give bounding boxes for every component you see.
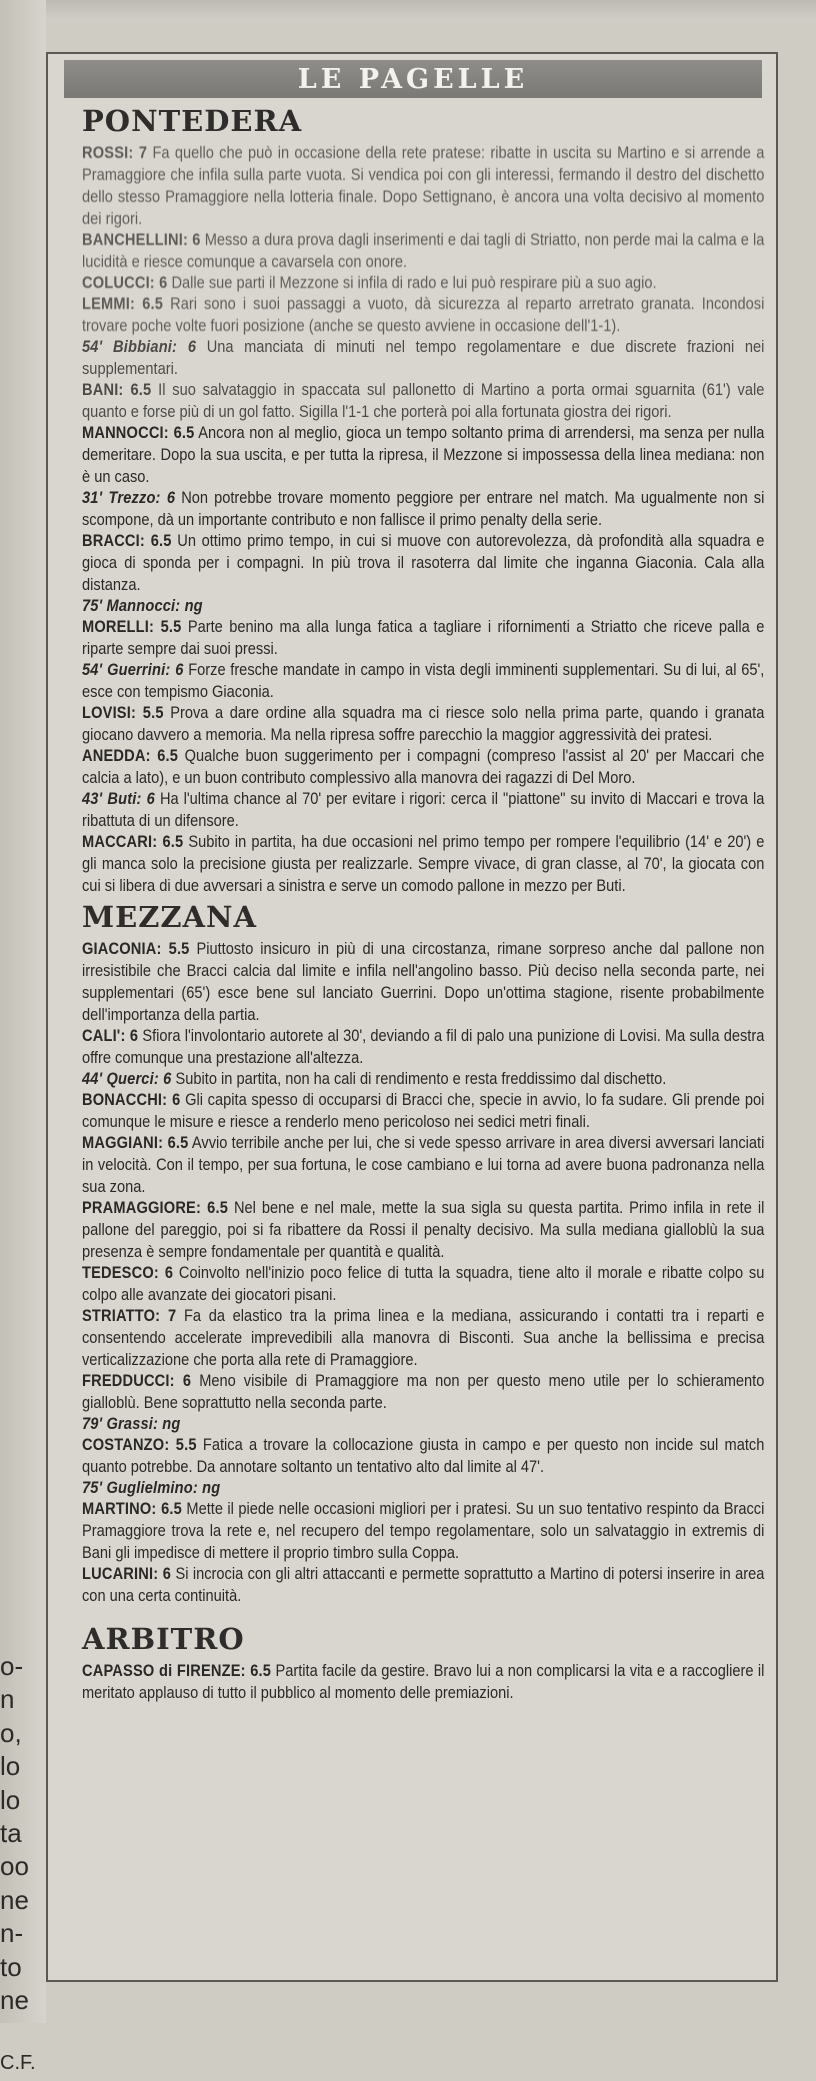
rating-comment: Sfiora l'involontario autorete al 30', deviando a fil di palo una punizione di Lovisi. Ma sulla destra offre comunque una prestazione all'altezza. <box>82 1026 765 1067</box>
rating-entry <box>82 1660 764 1704</box>
player-rating: BONACCHI: 6 <box>82 1090 181 1109</box>
rating-entry <box>82 293 764 337</box>
player-rating: STRIATTO: 7 <box>82 1306 177 1325</box>
rating-comment: Subito in partita, non ha cali di rendimento e resta freddissimo dal dischetto. <box>175 1069 667 1088</box>
player-rating: CALI': 6 <box>82 1026 139 1045</box>
fragment: o, <box>0 1717 22 1748</box>
section-title-arbitro: ARBITRO <box>82 1622 245 1656</box>
rating-comment: Non potrebbe trovare momento peggiore per entrare nel match. Ma ugualmente non si scompone, dà un importante contributo e non fallisce il primo penalty della serie. <box>82 488 765 529</box>
player-rating: 43' Buti: 6 <box>82 789 155 808</box>
player-rating: 54' Bibbiani: 6 <box>82 337 197 356</box>
player-rating: CAPASSO di FIRENZE: 6.5 <box>82 1661 272 1680</box>
rating-entry <box>82 142 764 230</box>
rating-entry <box>82 1025 764 1069</box>
rating-entry <box>82 530 764 596</box>
rating-entry <box>82 831 764 897</box>
player-rating: 31' Trezzo: 6 <box>82 488 176 507</box>
player-rating: BANI: 6.5 <box>82 380 152 399</box>
fragment: lo <box>0 1784 21 1815</box>
article-banner: LE PAGELLE <box>64 60 762 98</box>
fragment: n- <box>0 1918 24 1949</box>
player-rating: LUCARINI: 6 <box>82 1564 172 1583</box>
player-rating: TEDESCO: 6 <box>82 1263 174 1282</box>
referee-rating <box>82 1660 766 1704</box>
rating-comment: Fa quello che può in occasione della rete pratese: ribatte in uscita su Martino e si arrende a Pramaggiore che infila sulla parte vuota. Si vendica poi con gli interessi, fermando il destro del dischetto dello stesso Pramaggiore nella lotteria finale. Dopo Settignano, è ancora una volta decisivo al momento dei rigori. <box>82 143 765 228</box>
rating-entry <box>82 1498 764 1564</box>
rating-entry <box>82 1262 764 1306</box>
pontedera-ratings <box>82 142 766 897</box>
rating-comment: Un ottimo primo tempo, in cui si muove con autorevolezza, dà profondità alla squadra e gioca di sponda per i compagni. In più trova il rasoterra dal limite che inganna Giaconia. Cala alla distanza. <box>82 531 765 594</box>
player-rating: MACCARI: 6.5 <box>82 832 184 851</box>
rating-entry <box>82 229 764 273</box>
rating-entry <box>82 938 764 1026</box>
rating-entry <box>82 1305 764 1371</box>
rating-entry <box>82 1370 764 1414</box>
rating-entry <box>82 379 764 423</box>
rating-comment: Fa da elastico tra la prima linea e la mediana, assicurando i contatti tra i reparti e consentendo accelerate imprevedibili alla manovra di Bisconti. Sua anche la bellissima e precisa verticalizzazione che porta alla rete di Pramaggiore. <box>82 1306 765 1369</box>
rating-entry <box>82 595 764 617</box>
player-rating: GIACONIA: 5.5 <box>82 939 190 958</box>
rating-comment: Gli capita spesso di occuparsi di Bracci che, specie in avvio, lo fa sudare. Gli prende poi comunque le misure e riesce a renderlo meno pericoloso nei sedici metri finali. <box>82 1090 765 1131</box>
fragment: oo <box>0 1851 29 1882</box>
rating-comment: Il suo salvataggio in spaccata sul pallonetto di Martino a porta ormai sguarnita (61') vale quanto e forse più di un gol fatto. Sigilla l'1-1 che porterà poi alla fortunata giostra dei rigori. <box>82 380 765 421</box>
player-rating: ROSSI: 7 <box>82 143 148 162</box>
rating-entry <box>82 659 764 703</box>
rating-entry <box>82 1132 764 1198</box>
fragment: lo <box>0 1751 21 1782</box>
mezzana-ratings <box>82 938 766 1607</box>
fragment: ne <box>0 1985 29 2016</box>
ratings-article <box>46 52 778 1982</box>
player-rating: MAGGIANI: 6.5 <box>82 1133 189 1152</box>
player-rating: BRACCI: 6.5 <box>82 531 172 550</box>
player-rating: 75' Guglielmino: ng <box>82 1478 221 1497</box>
player-rating: LEMMI: 6.5 <box>82 294 164 313</box>
rating-entry <box>82 487 764 531</box>
rating-comment: Prova a dare ordine alla squadra ma ci riesce solo nella prima parte, quando i granata giocano davvero a memoria. Ma nella ripresa soffre parecchio la maggior aggressività dei pratesi. <box>82 703 765 744</box>
rating-entry <box>82 1563 764 1607</box>
fragment: ta <box>0 1818 22 1849</box>
rating-comment: Si incrocia con gli altri attaccanti e permette soprattutto a Martino di potersi inserire in area con una certa continuità. <box>82 1564 765 1605</box>
page-top-strip <box>0 0 816 22</box>
rating-entry <box>82 1434 764 1478</box>
rating-comment: Avvio terribile anche per lui, che si vede spesso arrivare in area diversi avversari lanciati in velocità. Con il tempo, per sua fortuna, le cose cambiano e lui torna ad avere buona padronanza nella sua zona. <box>82 1133 765 1196</box>
rating-comment: Mette il piede nelle occasioni migliori per i pratesi. Su un suo tentativo respinto da Bracci Pramaggiore trova la rete e, nel recupero del tempo regolamentare, solo un salvataggio in extremis di Bani gli impedisce di mettere il proprio timbro sulla Coppa. <box>82 1499 765 1562</box>
rating-entry <box>82 1477 764 1499</box>
rating-entry <box>82 616 764 660</box>
rating-comment: Piuttosto insicuro in più di una circostanza, rimane sorpreso anche dal pallone non irresistibile che Bracci calcia dal limite e infila nell'angolino basso. Più deciso nella seconda parte, nei supplementari (65') esce bene sul lanciato Guerrini. Dopo un'ottima stagione, risente probabilmente dell'importanza della partia. <box>82 939 765 1024</box>
rating-entry <box>82 336 764 380</box>
rating-comment: Fatica a trovare la collocazione giusta in campo e per questo non incide sul match quanto potrebbe. Da annotare soltanto un tentativo alto dal limite al 47'. <box>82 1435 765 1476</box>
rating-comment: Rari sono i suoi passaggi a vuoto, dà sicurezza al reparto arretrato granata. Incondosi trovare poche volte fuori posizione (anche se questo avviene in occasione dell'1-1). <box>82 294 765 335</box>
adjacent-column-fragments <box>0 1650 44 2081</box>
rating-comment: Subito in partita, ha due occasioni nel primo tempo per rompere l'equilibrio (14' e 20') e gli manca solo la precisione giusta per realizzarle. Sempre vivace, di gran classe, al 70', la giocata con cui si libera di due avversari a sinistra e serve un comodo pallone in mezzo per Buti. <box>82 832 765 895</box>
rating-entry <box>82 1197 764 1263</box>
player-rating: 54' Guerrini: 6 <box>82 660 184 679</box>
rating-entry <box>82 422 764 488</box>
player-rating: MARTINO: 6.5 <box>82 1499 182 1518</box>
rating-comment: Ha l'ultima chance al 70' per evitare i rigori: cerca il "piattone" su invito di Maccari e trova la ribattuta di un difensore. <box>82 789 765 830</box>
rating-comment: Dalle sue parti il Mezzone si infila di rado e lui può respirare più a suo agio. <box>171 273 657 292</box>
rating-entry <box>82 702 764 746</box>
fragment: n <box>0 1684 15 1715</box>
rating-comment: Ancora non al meglio, gioca un tempo soltanto prima di arrendersi, ma senza per nulla demeritare. Dopo la sua uscita, e per tutta la ripresa, il Mezzone si impossessa della linea mediana: non è un caso. <box>82 423 765 486</box>
player-rating: ANEDDA: 6.5 <box>82 746 179 765</box>
player-rating: BANCHELLINI: 6 <box>82 230 201 249</box>
fragment: C.F. <box>0 2052 36 2075</box>
rating-comment: Coinvolto nell'inizio poco felice di tutta la squadra, tiene alto il morale e ribatte colpo su colpo alle avanzate dei giocatori pisani. <box>82 1263 765 1304</box>
player-rating: 75' Mannocci: ng <box>82 596 203 615</box>
player-rating: PRAMAGGIORE: 6.5 <box>82 1198 229 1217</box>
rating-comment: Partita facile da gestire. Bravo lui a non complicarsi la vita e a raccogliere il meritato applauso di tutto il pubblico al momento delle premiazioni. <box>82 1661 765 1702</box>
fragment: ne <box>0 1884 29 1915</box>
rating-comment: Nel bene e nel male, mette la sua sigla su questa partita. Primo infila in rete il pallone del pareggio, poi si fa ribattere da Rossi il penalty decisivo. Ma sulla mediana gialloblù la sua presenza è sempre fondamentale per quantità e qualità. <box>82 1198 765 1261</box>
rating-entry <box>82 788 764 832</box>
rating-comment: Messo a dura prova dagli inserimenti e dai tagli di Striatto, non perde mai la calma e la lucidità e riesce comunque a cavarsela con onore. <box>82 230 765 271</box>
rating-comment: Meno visibile di Pramaggiore ma non per questo meno utile per lo schieramento gialloblù. Bene soprattutto nella seconda parte. <box>82 1371 765 1412</box>
rating-entry <box>82 745 764 789</box>
player-rating: MANNOCCI: 6.5 <box>82 423 195 442</box>
rating-comment: Una manciata di minuti nel tempo regolamentare e due discrete frazioni nei supplementari. <box>82 337 765 378</box>
rating-entry <box>82 1413 764 1435</box>
team-title-mezzana: MEZZANA <box>82 900 258 934</box>
rating-comment: Qualche buon suggerimento per i compagni (compreso l'assist al 20' per Maccari che calcia a lato), e un buon contributo complessivo alla manovra dei ragazzi di Del Moro. <box>82 746 765 787</box>
player-rating: LOVISI: 5.5 <box>82 703 164 722</box>
player-rating: COSTANZO: 5.5 <box>82 1435 197 1454</box>
fragment: to <box>0 1951 22 1982</box>
rating-entry <box>82 272 764 294</box>
player-rating: 79' Grassi: ng <box>82 1414 181 1433</box>
rating-comment: Forze fresche mandate in campo in vista degli imminenti supplementari. Su di lui, al 65', esce con tempismo Giaconia. <box>82 660 765 701</box>
rating-entry <box>82 1089 764 1133</box>
fragment: o- <box>0 1651 24 1681</box>
player-rating: 44' Querci: 6 <box>82 1069 172 1088</box>
player-rating: FREDDUCCI: 6 <box>82 1371 192 1390</box>
team-title-pontedera: PONTEDERA <box>82 104 303 138</box>
player-rating: COLUCCI: 6 <box>82 273 168 292</box>
rating-entry <box>82 1068 764 1090</box>
rating-comment: Parte benino ma alla lunga fatica a tagliare i rifornimenti a Striatto che riceve palla e riparte sempre dai suoi pressi. <box>82 617 765 658</box>
player-rating: MORELLI: 5.5 <box>82 617 182 636</box>
